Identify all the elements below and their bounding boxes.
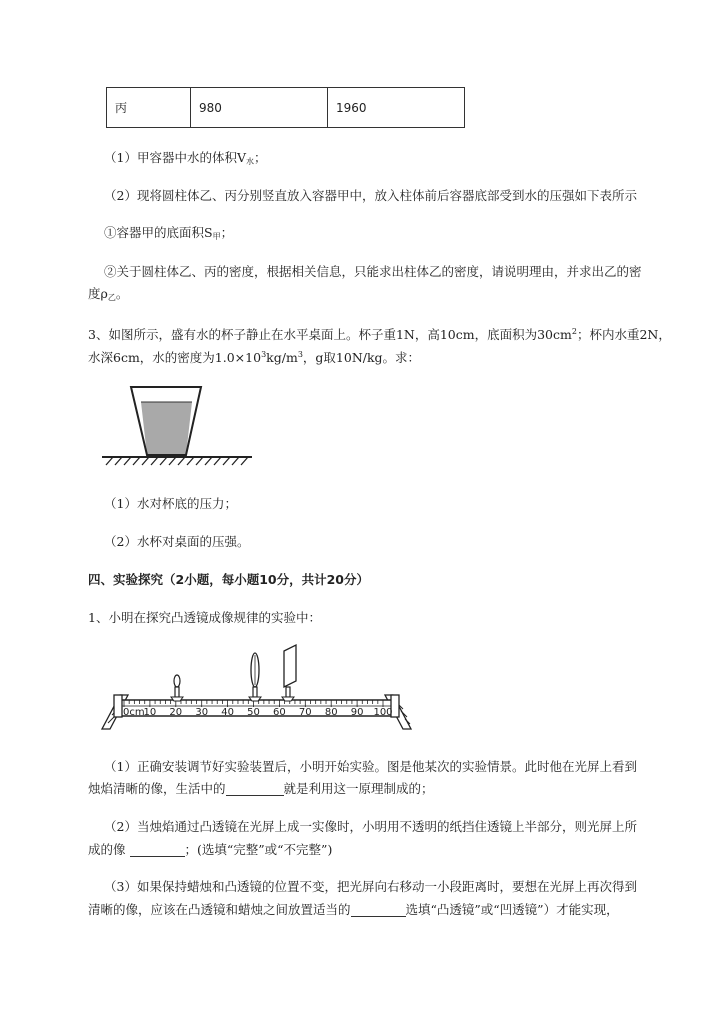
q2-item-4-line2: 度$\rho_乙$。 <box>88 286 129 302</box>
ruler-label: 80 <box>324 707 338 718</box>
ruler-label: 20 <box>169 707 183 718</box>
q3-line1: 3、如图所示，盛有水的杯子静止在水平桌面上。杯子重1N，高10cm，底面积为$30cm^2$；杯内水重2N， <box>88 327 671 342</box>
ruler-label: 50 <box>247 707 260 718</box>
ruler-label: 40 <box>221 707 234 718</box>
exp1-sub-2-line1: （2）当烛焰通过凸透镜在光屏上成一实像时，小明用不透明的纸挡住透镜上半部分，则光屏上所 <box>104 819 637 834</box>
table-row <box>107 88 465 128</box>
q2-item-2: （2）现将圆柱体乙、丙分别竖直放入容器甲中，放入柱体前后容器底部受到水的压强如下表所示 <box>104 188 637 203</box>
answer-blank[interactable] <box>226 781 284 796</box>
ruler-label: 90 <box>350 707 364 718</box>
q3-line2: 水深6cm，水的密度为$1.0\times 10^3kg/m^3$，g取10N/kg。求： <box>88 350 421 365</box>
water-fill <box>141 402 192 455</box>
exp1-sub-1-line1: （1）正确安装调节好实验装置后，小明开始实验。图是他某次的实验情景。此时他在光屏上看到 <box>104 759 637 774</box>
answer-blank[interactable] <box>130 842 185 857</box>
answer-blank[interactable] <box>351 902 406 917</box>
ruler-label: 10 <box>143 707 157 718</box>
q2-item-1: （1）甲容器中水的体积$V_水$； <box>104 150 267 166</box>
q3-sub-1: （1）水对杯底的压力； <box>104 496 237 511</box>
ruler-label: 30 <box>195 707 209 718</box>
q2-item-3: ①容器甲的底面积$S_甲$； <box>104 225 234 241</box>
pressure-table <box>106 87 465 128</box>
ruler-label: 60 <box>273 707 286 718</box>
section-heading: 四、实验探究（2小题，每小题10分，共计20分） <box>88 572 369 587</box>
exp1-intro: 1、小明在探究凸透镜成像规律的实验中： <box>88 610 321 625</box>
optical-bench-figure <box>100 643 415 733</box>
q2-item-4-line1: ②关于圆柱体乙、丙的密度，根据相关信息，只能求出柱体乙的密度，请说明理由，并求出乙的密 <box>104 264 642 279</box>
ruler-label: 100 <box>373 707 393 718</box>
table-cell: 丙 <box>107 88 191 128</box>
ruler-label: 70 <box>298 707 312 718</box>
table-cell: 1960 <box>328 88 465 128</box>
convex-lens-icon <box>249 653 261 701</box>
exp1-sub-2-line2: 成的像 ；(选填“完整”或“不完整”) <box>88 842 333 857</box>
exp1-sub-3-line1: （3）如果保持蜡烛和凸透镜的位置不变，把光屏向右移动一小段距离时，要想在光屏上再次得到 <box>104 879 637 894</box>
table-cell: 980 <box>191 88 328 128</box>
q3-sub-2: （2）水杯对桌面的压强。 <box>104 534 250 549</box>
cup-figure <box>100 383 260 468</box>
exp1-sub-1-line2: 烛焰清晰的像，生活中的 就是利用这一原理制成的； <box>88 781 434 796</box>
light-screen-icon <box>282 645 296 701</box>
exp1-sub-3-line2: 清晰的像，应该在凸透镜和蜡烛之间放置适当的 选填“凸透镜”或“凹透镜”）才能实现， <box>88 902 619 917</box>
ruler-label: 0cm <box>123 707 145 718</box>
candle-icon <box>171 675 183 701</box>
